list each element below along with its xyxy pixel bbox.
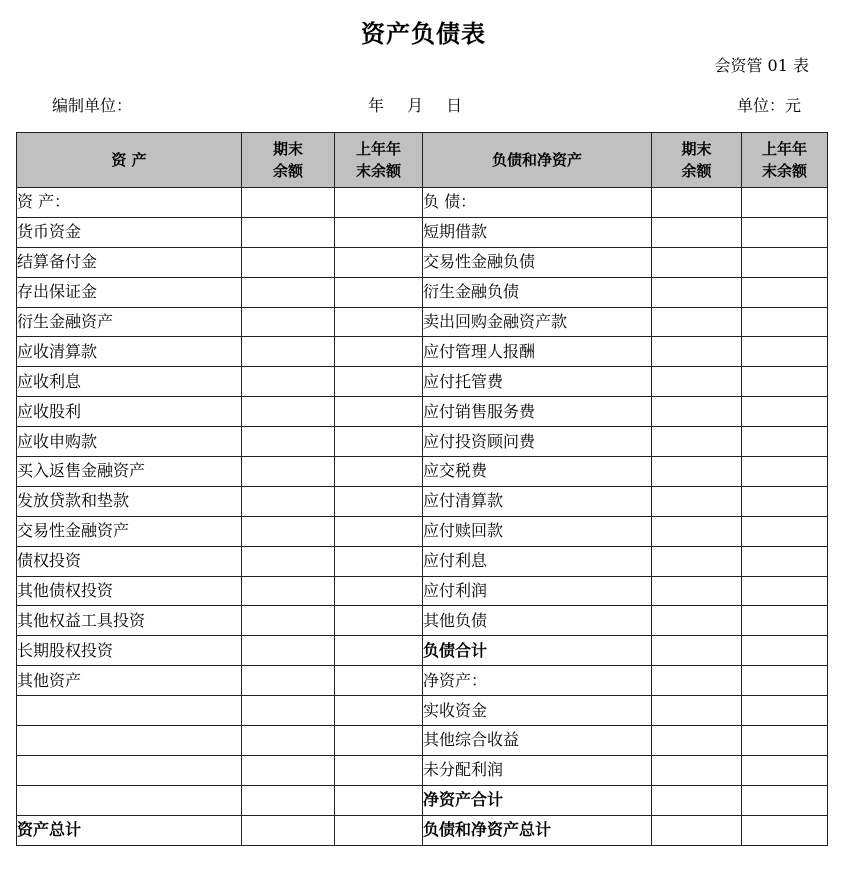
liability-prev-balance-cell[interactable] [742,307,828,337]
asset-item-label [17,696,242,726]
table-row [17,188,828,218]
liability-item-label: 应付销售服务费 [423,397,652,427]
asset-end-balance-cell[interactable] [242,696,335,726]
table-row [17,726,828,756]
liability-end-balance-cell[interactable] [652,247,742,277]
asset-end-balance-cell[interactable] [242,666,335,696]
liability-item-label: 应付赎回款 [423,516,652,546]
asset-item-label: 衍生金融资产 [17,307,242,337]
liability-prev-balance-cell[interactable] [742,726,828,756]
table-row [17,696,828,726]
liability-prev-balance-cell[interactable] [742,427,828,457]
liability-item-label: 其他负债 [423,606,652,636]
asset-prev-balance-cell[interactable] [335,277,423,307]
asset-item-label [17,785,242,815]
table-row [17,576,828,606]
table-row [17,815,828,845]
asset-prev-balance-cell[interactable] [335,516,423,546]
asset-end-balance-cell[interactable] [242,815,335,845]
asset-end-balance-cell[interactable] [242,397,335,427]
table-row [17,636,828,666]
asset-prev-balance-cell[interactable] [335,606,423,636]
asset-item-label: 其他权益工具投资 [17,606,242,636]
asset-item-label: 资 产： [17,188,242,218]
liability-item-label: 负 债： [423,188,652,218]
asset-prev-balance-cell[interactable] [335,815,423,845]
liability-end-balance-cell[interactable] [652,307,742,337]
asset-end-balance-cell[interactable] [242,726,335,756]
liability-prev-balance-cell[interactable] [742,217,828,247]
liability-prev-balance-cell[interactable] [742,337,828,367]
table-row [17,666,828,696]
table-row [17,217,828,247]
asset-item-label: 应收清算款 [17,337,242,367]
liability-end-balance-cell[interactable] [652,726,742,756]
liability-item-label: 交易性金融负债 [423,247,652,277]
asset-item-label: 应收股利 [17,397,242,427]
asset-item-label: 应收利息 [17,367,242,397]
liability-item-label: 应交税费 [423,457,652,487]
liability-prev-balance-cell[interactable] [742,546,828,576]
liability-end-balance-cell[interactable] [652,696,742,726]
asset-item-label: 应收申购款 [17,427,242,457]
liability-end-balance-cell[interactable] [652,457,742,487]
liability-item-label: 净资产合计 [423,785,652,815]
liability-end-balance-cell[interactable] [652,397,742,427]
liability-prev-balance-cell[interactable] [742,755,828,785]
asset-item-label: 存出保证金 [17,277,242,307]
liability-item-label: 应付管理人报酬 [423,337,652,367]
liability-item-label: 应付清算款 [423,486,652,516]
table-row [17,785,828,815]
table-row [17,516,828,546]
asset-end-balance-cell[interactable] [242,307,335,337]
liability-end-balance-cell[interactable] [652,606,742,636]
liability-prev-balance-cell[interactable] [742,188,828,218]
asset-end-balance-cell[interactable] [242,457,335,487]
liability-item-label: 应付投资顾问费 [423,427,652,457]
asset-end-balance-cell[interactable] [242,516,335,546]
liability-prev-balance-cell[interactable] [742,457,828,487]
liability-prev-balance-cell[interactable] [742,367,828,397]
liability-prev-balance-cell[interactable] [742,606,828,636]
asset-prev-balance-cell[interactable] [335,397,423,427]
asset-item-label: 买入返售金融资产 [17,457,242,487]
liability-end-balance-cell[interactable] [652,486,742,516]
table-row [17,457,828,487]
asset-item-label: 其他债权投资 [17,576,242,606]
table-row [17,606,828,636]
asset-prev-balance-cell[interactable] [335,696,423,726]
form-code: 会资管 01 表 [714,56,809,75]
asset-end-balance-cell[interactable] [242,427,335,457]
asset-prev-balance-cell[interactable] [335,785,423,815]
liability-item-label: 负债合计 [423,636,652,666]
liability-prev-balance-cell[interactable] [742,397,828,427]
liability-end-balance-cell[interactable] [652,427,742,457]
liability-end-balance-cell[interactable] [652,666,742,696]
asset-prev-balance-cell[interactable] [335,247,423,277]
asset-prev-balance-cell[interactable] [335,576,423,606]
asset-end-balance-cell[interactable] [242,755,335,785]
asset-end-balance-cell[interactable] [242,606,335,636]
asset-prev-balance-cell[interactable] [335,755,423,785]
table-row [17,486,828,516]
liability-prev-balance-cell[interactable] [742,516,828,546]
asset-end-balance-cell[interactable] [242,576,335,606]
table-row [17,397,828,427]
liability-end-balance-cell[interactable] [652,785,742,815]
header-liab-end-balance: 期末 余额 [652,133,742,188]
liability-end-balance-cell[interactable] [652,546,742,576]
liability-item-label: 卖出回购金融资产款 [423,307,652,337]
asset-item-label: 其他资产 [17,666,242,696]
asset-prev-balance-cell[interactable] [335,367,423,397]
asset-end-balance-cell[interactable] [242,337,335,367]
liability-item-label: 实收资金 [423,696,652,726]
liability-end-balance-cell[interactable] [652,337,742,367]
asset-prev-balance-cell[interactable] [335,307,423,337]
asset-prev-balance-cell[interactable] [335,457,423,487]
asset-item-label [17,755,242,785]
asset-prev-balance-cell[interactable] [335,636,423,666]
asset-end-balance-cell[interactable] [242,636,335,666]
asset-item-label: 债权投资 [17,546,242,576]
liability-end-balance-cell[interactable] [652,277,742,307]
liability-item-label: 短期借款 [423,217,652,247]
liability-prev-balance-cell[interactable] [742,277,828,307]
asset-item-label: 结算备付金 [17,247,242,277]
liability-prev-balance-cell[interactable] [742,486,828,516]
table-row [17,367,828,397]
liability-prev-balance-cell[interactable] [742,785,828,815]
asset-prev-balance-cell[interactable] [335,188,423,218]
asset-item-label: 交易性金融资产 [17,516,242,546]
liability-end-balance-cell[interactable] [652,188,742,218]
liability-prev-balance-cell[interactable] [742,247,828,277]
asset-item-label: 资产总计 [17,815,242,845]
liability-end-balance-cell[interactable] [652,516,742,546]
document-title: 资产负债表 [361,19,486,48]
asset-item-label: 货币资金 [17,217,242,247]
asset-prev-balance-cell[interactable] [335,337,423,367]
liability-item-label: 未分配利润 [423,755,652,785]
liability-item-label: 其他综合收益 [423,726,652,756]
unit-label: 单位：元 [736,96,801,115]
asset-end-balance-cell[interactable] [242,247,335,277]
asset-end-balance-cell[interactable] [242,546,335,576]
asset-end-balance-cell[interactable] [242,486,335,516]
liability-item-label: 应付托管费 [423,367,652,397]
table-row [17,277,828,307]
liability-item-label: 应付利润 [423,576,652,606]
table-row [17,546,828,576]
balance-sheet-table [16,132,828,846]
asset-prev-balance-cell[interactable] [335,546,423,576]
asset-prev-balance-cell[interactable] [335,427,423,457]
liability-item-label: 负债和净资产总计 [423,815,652,845]
table-row [17,247,828,277]
liability-item-label: 衍生金融负债 [423,277,652,307]
asset-end-balance-cell[interactable] [242,277,335,307]
liability-end-balance-cell[interactable] [652,576,742,606]
asset-end-balance-cell[interactable] [242,188,335,218]
table-row [17,755,828,785]
table-row [17,307,828,337]
date-label: 年 月 日 [368,96,463,115]
liability-end-balance-cell[interactable] [652,636,742,666]
asset-end-balance-cell[interactable] [242,785,335,815]
asset-end-balance-cell[interactable] [242,367,335,397]
liability-prev-balance-cell[interactable] [742,576,828,606]
asset-prev-balance-cell[interactable] [335,486,423,516]
liability-item-label: 应付利息 [423,546,652,576]
liability-prev-balance-cell[interactable] [742,815,828,845]
liability-end-balance-cell[interactable] [652,217,742,247]
table-row [17,337,828,367]
liability-end-balance-cell[interactable] [652,755,742,785]
liability-end-balance-cell[interactable] [652,367,742,397]
asset-item-label: 发放贷款和垫款 [17,486,242,516]
preparer-label: 编制单位： [52,96,133,115]
header-assets-end-balance: 期末 余额 [242,133,335,188]
liability-prev-balance-cell[interactable] [742,636,828,666]
liability-prev-balance-cell[interactable] [742,666,828,696]
asset-end-balance-cell[interactable] [242,217,335,247]
asset-prev-balance-cell[interactable] [335,217,423,247]
header-liabilities: 负债和净资产 [423,133,652,188]
liability-prev-balance-cell[interactable] [742,696,828,726]
liability-end-balance-cell[interactable] [652,815,742,845]
header-assets-prev-balance: 上年年 末余额 [335,133,423,188]
asset-item-label [17,726,242,756]
header-assets: 资 产 [17,133,242,188]
liability-item-label: 净资产： [423,666,652,696]
header-row [17,133,828,188]
asset-prev-balance-cell[interactable] [335,726,423,756]
header-liab-prev-balance: 上年年 末余额 [742,133,828,188]
asset-item-label: 长期股权投资 [17,636,242,666]
asset-prev-balance-cell[interactable] [335,666,423,696]
table-row [17,427,828,457]
